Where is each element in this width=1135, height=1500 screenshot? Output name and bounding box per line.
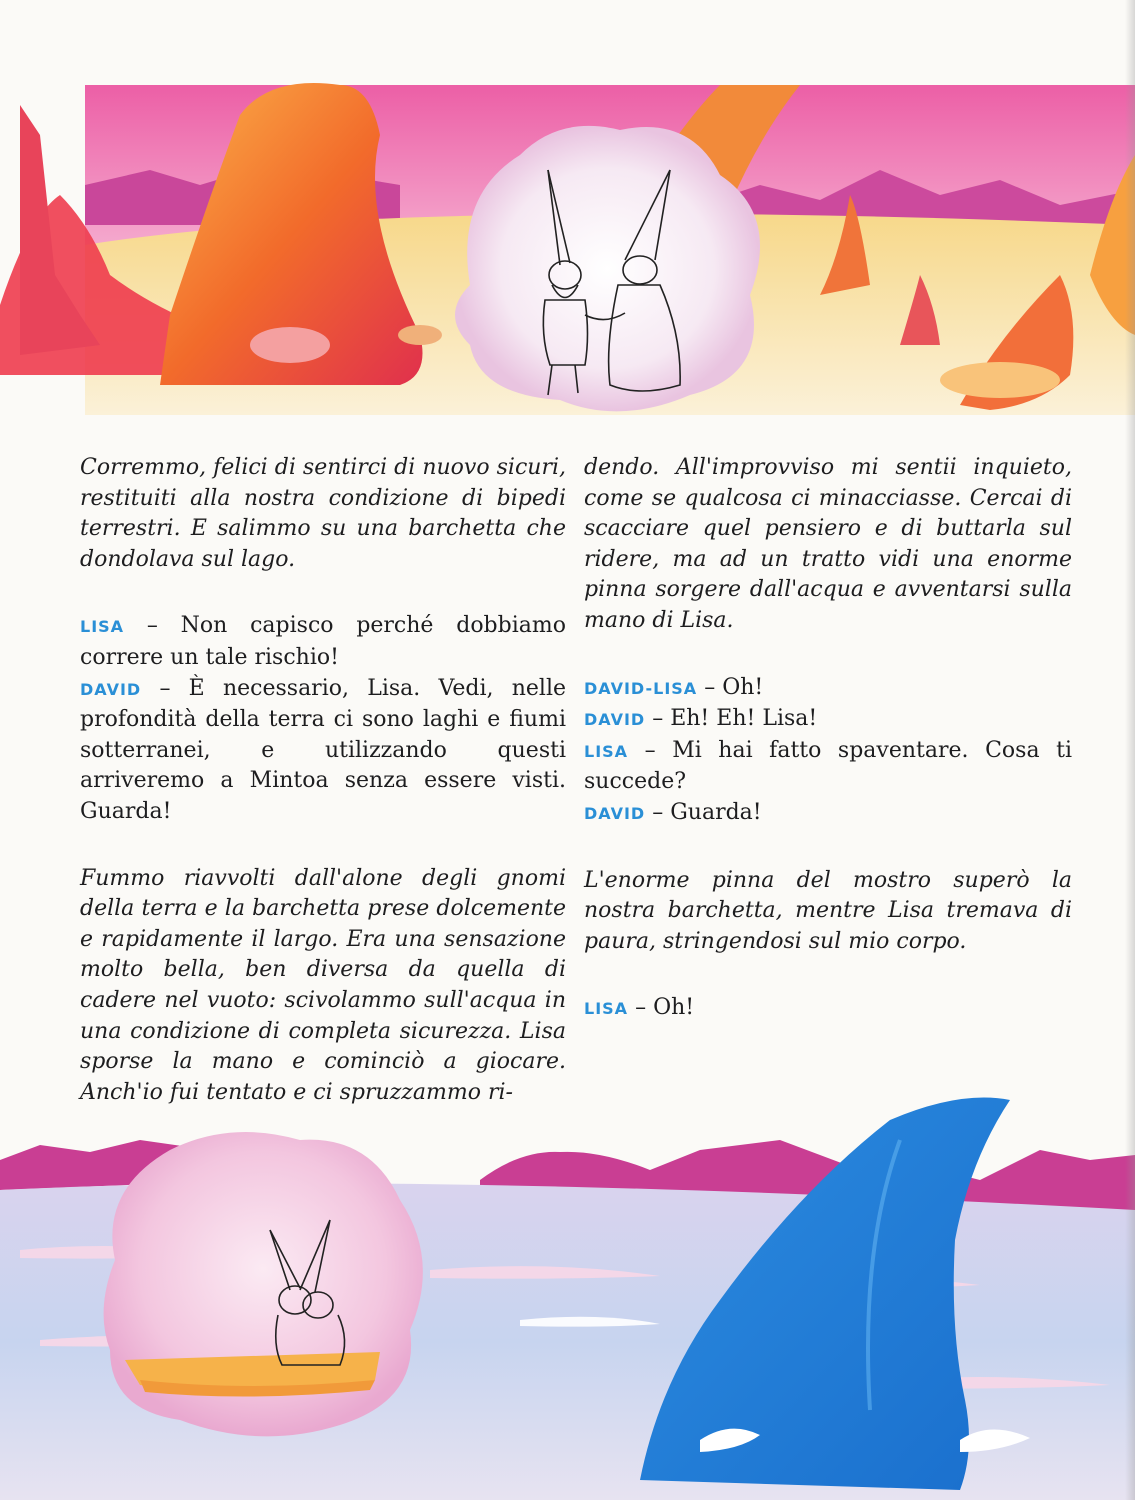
dash: –: [704, 674, 716, 700]
dialogue-text: Oh!: [722, 674, 764, 700]
dialogue-text: Eh! Eh! Lisa!: [670, 706, 818, 732]
narration-paragraph: Fummo riavvolti dall'alone degli gnomi della terra e la barchetta prese dolcemente e rapidamente il largo. Era una sensazione molto bella, ben diversa da quella di cadere nel vuoto: scivolammo sull'acqua in una condizione di completa sicurezza. Lisa sporse la mano e cominciò a giocare. Anch'io fui tentato e ci spruzzammo ri-: [80, 865, 566, 1105]
top-illustration: [0, 75, 1135, 425]
dialogue-line: [80, 674, 566, 828]
dialogue-text: Mi hai fatto spaventare. Cosa ti succede?: [584, 737, 1072, 795]
dash: –: [652, 706, 664, 732]
speaker-name: DAVID: [80, 679, 142, 699]
text-column-left: [80, 453, 566, 1108]
dialogue-line: [584, 798, 1072, 830]
dialogue-line: [584, 736, 1072, 798]
page-edge-shadow: [1125, 0, 1135, 1500]
speaker-name: LISA: [584, 999, 629, 1019]
narration-paragraph: dendo. All'improvviso mi sentii inquieto, come se qualcosa ci minacciasse. Cercai di scacciare quel pensiero e di buttarla sul ridere, ma ad un tratto vidi una enorme pinna sorgere dall'acqua e avventarsi sulla mano di Lisa.: [584, 455, 1072, 633]
dialogue-text: Oh!: [653, 995, 695, 1021]
dialogue-text: Non capisco perché dobbiamo correre un tale rischio!: [80, 613, 566, 670]
speaker-name: DAVID: [584, 803, 646, 823]
dash: –: [635, 995, 647, 1021]
narration-paragraph: Corremmo, felici di sentirci di nuovo sicuri, restituiti alla nostra condizione di bipedi terrestri. E salimmo su una barchetta che dondolava sul lago.: [80, 455, 566, 572]
speaker-name: DAVID-LISA: [584, 678, 698, 698]
text-column-right: [584, 453, 1072, 1025]
dialogue-line: [80, 611, 566, 673]
dash: –: [644, 737, 656, 763]
narration-paragraph: L'enorme pinna del mostro superò la nostra barchetta, mentre Lisa tremava di paura, stringendosi sul mio corpo.: [584, 867, 1072, 954]
dialogue-line: [584, 993, 1072, 1025]
speaker-name: LISA: [584, 741, 629, 761]
dialogue-text: È necessario, Lisa. Vedi, nelle profondità della terra ci sono laghi e fiumi sotterranei, e utilizzando questi arriveremo a Mintoa senza essere visti. Guarda!: [80, 675, 566, 824]
dialogue-line: [584, 704, 1072, 736]
dash: –: [652, 799, 664, 825]
speaker-name: LISA: [80, 617, 125, 637]
speaker-name: DAVID: [584, 710, 646, 730]
dash: –: [159, 675, 171, 701]
dash: –: [146, 613, 158, 639]
bottom-illustration: [0, 1080, 1135, 1500]
dialogue-text: Guarda!: [670, 799, 762, 825]
dialogue-line: [584, 673, 1072, 705]
